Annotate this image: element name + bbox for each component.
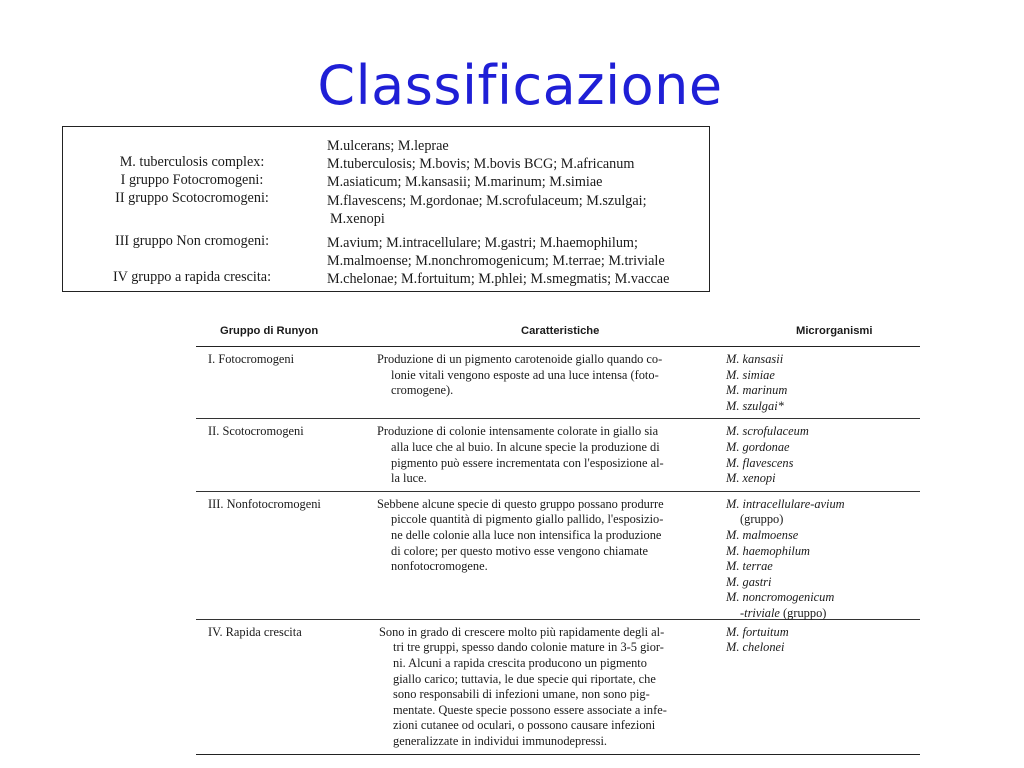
values-line: M.avium; M.intracellulare; M.gastri; M.haemophilum; xyxy=(327,235,638,252)
label-group-4: IV gruppo a rapida crescita: xyxy=(112,269,272,286)
runyon-table xyxy=(196,316,920,755)
features-line xyxy=(377,399,707,415)
organism: M. flavescens xyxy=(726,455,794,470)
features-cell xyxy=(377,492,707,619)
group-cell: IV. Rapida crescita xyxy=(208,624,302,639)
features-line: ne delle colonie alla luce non intensifica la produzione xyxy=(391,527,662,542)
group-labels xyxy=(63,153,321,286)
organisms-cell xyxy=(726,424,920,486)
organism: M. szulgai* xyxy=(726,398,784,413)
features-line: Produzione di un pigmento carotenoide giallo quando co- xyxy=(377,352,663,366)
features-line: pigmento può essere incrementata con l'esposizione al- xyxy=(391,455,664,470)
species-values xyxy=(327,137,707,289)
features-line: lonie vitali vengono esposte ad una luce intensa (foto- xyxy=(391,367,659,382)
features-cell xyxy=(377,419,707,490)
label-spacer xyxy=(63,250,321,268)
organism: M. marinum xyxy=(726,383,788,398)
organisms-cell xyxy=(726,625,920,656)
features-line: cromogene). xyxy=(391,383,454,398)
organism: M. intracellulare-avium xyxy=(726,496,845,511)
table-row xyxy=(196,620,920,755)
features-line: ni. Alcuni a rapida crescita producono un pigmento xyxy=(393,655,647,670)
values-line: M.xenopi xyxy=(330,210,385,227)
features-line: tri tre gruppi, spesso dando colonie mature in 3-5 gior- xyxy=(393,640,664,655)
organisms-cell xyxy=(726,352,920,414)
values-line: M.tuberculosis; M.bovis; M.bovis BCG; M.africanum xyxy=(327,156,635,173)
features-line: alla luce che al buio. In alcune specie la produzione di xyxy=(391,439,660,454)
table-row xyxy=(196,419,920,491)
table-row xyxy=(196,492,920,620)
table-row xyxy=(196,347,920,419)
organism: M. chelonei xyxy=(726,640,785,655)
label-spacer xyxy=(63,208,321,226)
organism: M. scrofulaceum xyxy=(726,424,809,439)
organism: M. kansasii xyxy=(726,352,784,366)
organism-note: (gruppo) xyxy=(783,605,827,620)
organism: M. xenopi xyxy=(726,471,776,486)
group-cell: III. Nonfotocromogeni xyxy=(208,496,321,511)
organism: M. malmoense xyxy=(726,527,799,542)
header-group: Gruppo di Runyon xyxy=(220,325,319,337)
label-group-2: II gruppo Scotocromogeni: xyxy=(115,190,269,207)
slide-title: Classificazione xyxy=(317,54,723,117)
label-group-1: I gruppo Fotocromogeni: xyxy=(120,172,264,189)
features-line: la luce. xyxy=(391,471,427,486)
group-cell: II. Scotocromogeni xyxy=(208,424,304,439)
features-line: di colore; per questo motivo esse vengono chiamate xyxy=(391,543,649,558)
features-line: zioni cutanee od oculari, o possono causare infezioni xyxy=(393,718,656,733)
organism: M. terrae xyxy=(726,559,773,574)
classification-box xyxy=(62,126,710,292)
header-features: Caratteristiche xyxy=(521,325,600,337)
values-line: M.chelonae; M.fortuitum; M.phlei; M.smegmatis; M.vaccae xyxy=(327,271,670,288)
organism: M. gordonae xyxy=(726,439,790,454)
values-line: M.flavescens; M.gordonae; M.scrofulaceum; M.szulgai; xyxy=(327,192,647,209)
organism: M. gastri xyxy=(726,574,772,589)
features-line: piccole quantità di pigmento giallo pallido, l'esposizio- xyxy=(391,512,664,527)
values-line: M.malmoense; M.nonchromogenicum; M.terrae; M.triviale xyxy=(327,253,665,270)
header-organisms: Microrganismi xyxy=(796,325,873,337)
features-line: Sebbene alcune specie di questo gruppo possano produrre xyxy=(377,496,664,511)
organism-note: (gruppo) xyxy=(740,512,784,527)
label-tuberculosis-complex: M. tuberculosis complex: xyxy=(119,154,265,170)
organism: M. simiae xyxy=(726,367,775,382)
group-cell: I. Fotocromogeni xyxy=(208,352,295,366)
table-header xyxy=(196,316,920,347)
organism: M. haemophilum xyxy=(726,543,810,558)
organism: M. fortuitum xyxy=(726,624,789,639)
features-line: sono responsabili di infezioni umane, non sono pig- xyxy=(393,687,650,702)
label-group-3: III gruppo Non cromogeni: xyxy=(114,232,270,249)
features-line: mentate. Queste specie possono essere associate a infe- xyxy=(393,702,667,717)
organisms-cell xyxy=(726,497,920,622)
values-line: M.asiaticum; M.kansasii; M.marinum; M.simiae xyxy=(327,174,603,191)
features-line: Sono in grado di crescere molto più rapidamente degli al- xyxy=(379,624,665,639)
organism: M. noncromogenicum xyxy=(726,590,835,605)
features-line: giallo carico; tuttavia, le due specie qui riportate, che xyxy=(393,671,656,686)
values-line: M.ulcerans; M.leprae xyxy=(327,138,449,154)
features-cell xyxy=(377,347,707,418)
features-line: Produzione di colonie intensamente colorate in giallo sia xyxy=(377,424,659,439)
organism-name: -triviale xyxy=(740,605,780,620)
features-line: nonfotocromogene. xyxy=(391,559,488,574)
features-cell xyxy=(377,620,709,754)
features-line: generalizzate in individui immunodepressi. xyxy=(393,733,608,748)
